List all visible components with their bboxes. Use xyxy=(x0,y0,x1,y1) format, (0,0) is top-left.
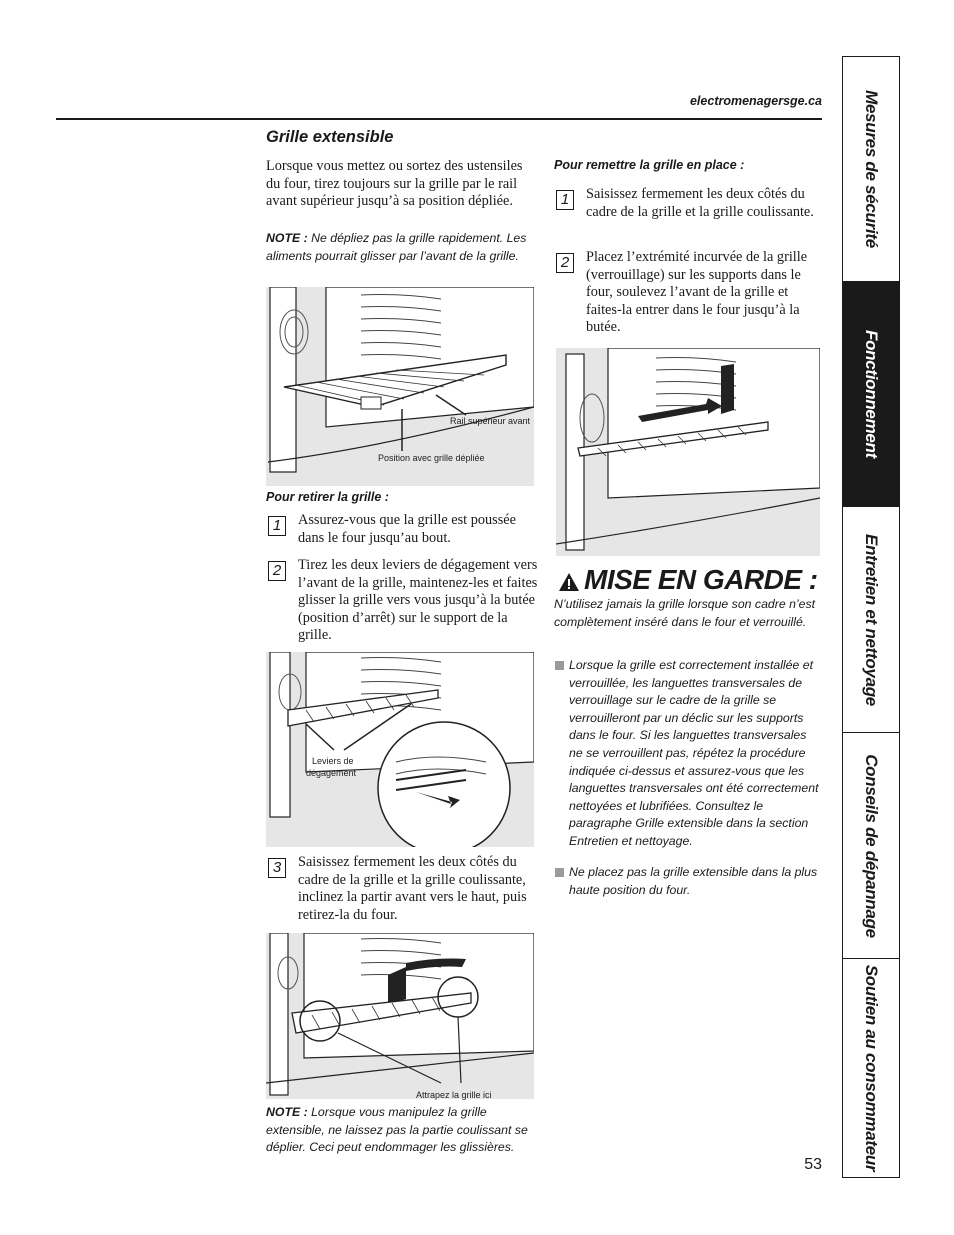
remove-step-3-text: Saisissez fermement les deux côtés du cadre de la grille et la grille coulissante, inclinez la partir avant vers le haut, puis retirez-la du four. xyxy=(298,854,527,923)
page-number: 53 xyxy=(804,1156,822,1173)
label-attrapez: Attrapez la grille ici xyxy=(416,1090,492,1100)
remove-step-2-text: Tirez les deux leviers de dégagement vers l’avant de la grille, maintenez-les et faites glisser la grille vers vous jusqu’à la butée (position d’arrêt) sur le support de la grille. xyxy=(298,557,538,644)
bullet-square xyxy=(555,868,564,877)
section-title: Grille extensible xyxy=(266,128,394,146)
replace-title: Pour remettre la grille en place : xyxy=(554,158,745,172)
remove-step-1-number: 1 xyxy=(268,516,286,536)
label-position-depliee: Position avec grille dépliée xyxy=(378,453,485,463)
remove-step-1-text: Assurez-vous que la grille est poussée dans le four jusqu’au bout. xyxy=(298,512,516,546)
replace-step-2-number: 2 xyxy=(556,253,574,273)
tab-label: Soutien au consommateur xyxy=(862,964,881,1172)
website-url: electromenagersge.ca xyxy=(689,94,822,108)
remove-title: Pour retirer la grille : xyxy=(266,490,389,504)
tab-mesures-securite[interactable] xyxy=(843,57,899,282)
note-2-text: Lorsque vous manipulez la grille extensible, ne laissez pas la partie coulissant se déplier. Ceci peut endommager les glissières. xyxy=(266,1105,528,1155)
tab-conseils-depannage[interactable] xyxy=(843,733,899,959)
header-rule xyxy=(56,118,822,120)
note-2 xyxy=(266,1104,534,1157)
remove-step-3-number: 3 xyxy=(268,858,286,878)
figure-replace-rack xyxy=(556,348,820,556)
replace-step-1-number: 1 xyxy=(556,190,574,210)
intro-paragraph: Lorsque vous mettez ou sortez des ustensiles du four, tirez toujours sur la grille par le rail avant supérieur jusqu’à sa position dépliée. xyxy=(266,158,523,210)
note-1 xyxy=(266,230,538,265)
tab-entretien-nettoyage[interactable] xyxy=(843,507,899,733)
note-2-label: NOTE : xyxy=(266,1105,308,1119)
figure-release-levers xyxy=(266,652,534,847)
tab-label: Entretien et nettoyage xyxy=(862,533,881,706)
label-leviers-1: Leviers de xyxy=(312,756,354,766)
note-1-text: Ne dépliez pas la grille rapidement. Les aliments pourrait glisser par l’avant de la grille. xyxy=(266,231,527,263)
label-rail-superieur: Rail supérieur avant xyxy=(450,416,531,426)
tab-fonctionnement[interactable] xyxy=(843,282,899,507)
warning-bullet-2: Ne placez pas la grille extensible dans la plus haute position du four. xyxy=(569,865,818,897)
warning-bullet-1: Lorsque la grille est correctement installée et verrouillée, les languettes transversales de verrouillage sur le cadre de la grille se verrouilleront par un déclic sur les supports dans le four. Si les languettes transversales ne se verrouillent pas, répétez la procédure indiquée ci-dessus et assurez-vous que les languettes transversales ont été correctement nettoyées et lubrifiées. Consultez le paragraphe Grille extensible dans la section Entretien et nettoyage. xyxy=(569,658,819,848)
note-1-label: NOTE : xyxy=(266,231,308,245)
tab-label: Conseils de dépannage xyxy=(862,753,881,938)
warning-intro: N’utilisez jamais la grille lorsque son cadre n’est complètement inséré dans le four et verrouillé. xyxy=(554,597,816,629)
section-tabs xyxy=(842,56,900,1178)
tab-label: Mesures de sécurité xyxy=(862,90,881,248)
warning-triangle-icon xyxy=(558,572,580,592)
replace-step-2-text: Placez l’extrémité incurvée de la grille (verrouillage) sur les supports dans le four, soulevez l’avant de la grille et faites-la entrer dans le four jusqu’à la butée. xyxy=(586,249,808,336)
bullet-square xyxy=(555,661,564,670)
tab-label: Fonctionnement xyxy=(862,329,881,459)
label-leviers-2: dégagement xyxy=(306,768,357,778)
replace-step-1-text: Saisissez fermement les deux côtés du cadre de la grille et la grille coulissante. xyxy=(586,186,814,220)
remove-step-2-number: 2 xyxy=(268,561,286,581)
figure-grab-rack xyxy=(266,933,534,1099)
tab-soutien-consommateur[interactable] xyxy=(843,959,899,1177)
warning-title: MISE EN GARDE : xyxy=(584,564,818,595)
